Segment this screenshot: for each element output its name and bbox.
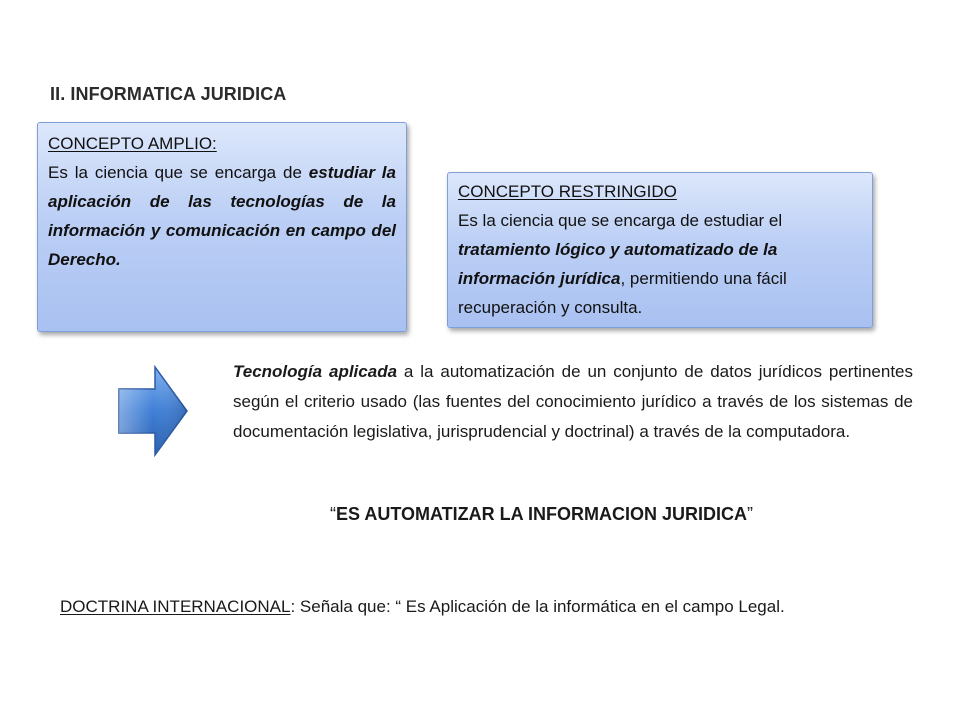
concepto-amplio-box: [37, 122, 407, 332]
concepto-restringido-text-end: , permitiendo una fácil recuperación y consulta.: [458, 269, 787, 317]
doctrina-paragraph: [60, 592, 880, 622]
slide-title: II. INFORMATICA JURIDICA: [50, 84, 287, 104]
concepto-restringido-text: Es la ciencia que se encarga de estudiar el: [458, 211, 783, 230]
concepto-restringido-emphasis: tratamiento lógico y automatizado de la información jurídica: [458, 240, 778, 288]
concepto-amplio-text: Es la ciencia que se encarga de: [48, 163, 309, 182]
quote-open: “: [330, 504, 336, 524]
concepto-amplio-heading: CONCEPTO AMPLIO:: [48, 134, 217, 153]
tecnologia-lead: Tecnología aplicada: [233, 362, 398, 381]
concepto-amplio-emphasis: estudiar la aplicación de las tecnologías de la información y comunicación en campo del Derecho.: [48, 163, 396, 269]
highlight-quote: [330, 504, 753, 525]
doctrina-text: : Señala que: “ Es Aplicación de la informática en el campo Legal.: [290, 597, 785, 616]
concepto-restringido-box: [447, 172, 873, 328]
concepto-restringido-heading: CONCEPTO RESTRINGIDO: [458, 182, 677, 201]
quote-text: ES AUTOMATIZAR LA INFORMACION JURIDICA: [336, 504, 747, 524]
quote-close: ”: [747, 504, 753, 524]
tecnologia-paragraph: [233, 357, 913, 447]
doctrina-label: DOCTRINA INTERNACIONAL: [60, 597, 291, 616]
right-arrow-icon: [117, 365, 189, 457]
tecnologia-text: a la automatización de un conjunto de datos jurídicos pertinentes según el criterio usado (las fuentes del conocimiento jurídico a través de los sistemas de documentación legislativa, jurisprudencial y doctrinal) a través de la computadora.: [233, 362, 913, 441]
